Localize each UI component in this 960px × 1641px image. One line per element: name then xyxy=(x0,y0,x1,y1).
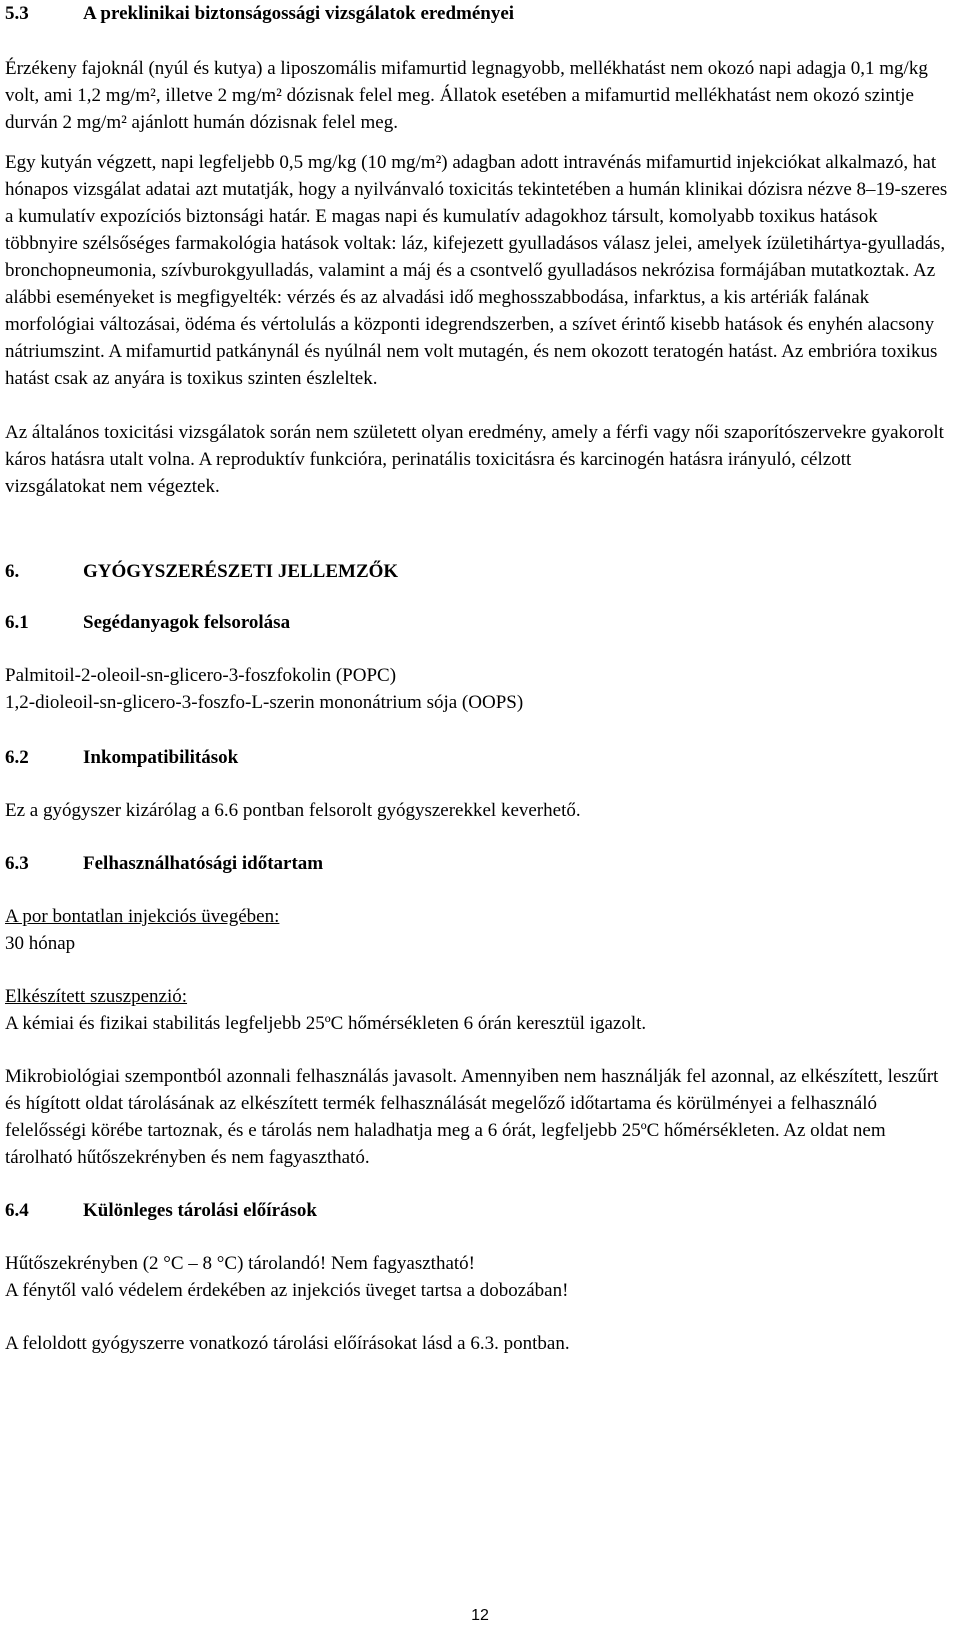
paragraph: Érzékeny fajoknál (nyúl és kutya) a liposzomális mifamurtid legnagyobb, mellékhatást nem okozó napi adagja 0,1 mg/kg volt, ami 1,2 mg/m², illetve 2 mg/m² dózisnak felel meg. Állatok esetében a mifamurtid mellékhatást nem okozó szintje durván 2 mg/m² ajánlott humán dózisnak felel meg. xyxy=(5,58,928,133)
section-5-3-heading xyxy=(5,0,955,27)
excipient-line: Palmitoil-2-oleoil-sn-glicero-3-foszfokolin (POPC) xyxy=(5,665,397,686)
paragraph: Az általános toxicitási vizsgálatok során nem született olyan eredmény, amely a férfi vagy női szaporítószervekre gyakorolt káros hatásra utalt volna. A reproduktív funkcióra, perinatális toxicitásra és karcinogén hatásra irányuló, célzott vizsgálatokat nem végeztek. xyxy=(5,422,944,497)
shelf-life-value: 30 hónap xyxy=(5,933,76,954)
paragraph: Egy kutyán végzett, napi legfeljebb 0,5 mg/kg (10 mg/m²) adagban adott intravénás mifamurtid injekciókat alkalmazó, hat hónapos vizsgálat adatai azt mutatják, hogy a nyilvánvaló toxicitás tekintetében a humán klinikai dózisra nézve 8–19-szeres a kumulatív expozíciós biztonsági határ. E magas napi és kumulatív adagokhoz társult, komolyabb toxikus hatások többnyire szélsőséges farmakológia hatások voltak: láz, kifejezett gyulladásos válasz jelei, amelyek ízületihártya-gyulladás, bronchopneumonia, szívburokgyulladás, valamint a máj és a csontvelő gyulladásos nekrózisa formájában mutatkoztak. Az alábbi eseményeket is megfigyelték: vérzés és az alvadási idő meghosszabbodása, infarktus, a kis artériák falának morfológiai változásai, ödéma és vértolulás a központi idegrendszerben, a szívet érintő kisebb hatások és enyhén alacsony nátriumszint. A mifamurtid patkánynál és nyúlnál nem volt mutagén, és nem okozott teratogén hatást. Az embrióra toxikus hatást csak az anyára is toxikus szinten észleltek. xyxy=(5,152,948,389)
subheading: Elkészített szuszpenzió: xyxy=(5,986,188,1007)
section-title: Különleges tárolási előírások xyxy=(83,1200,317,1221)
excipient-line: 1,2-dioleoil-sn-glicero-3-foszfo-L-szerin mononátrium sója (OOPS) xyxy=(5,692,524,713)
section-title: GYÓGYSZERÉSZETI JELLEMZŐK xyxy=(83,561,399,582)
section-number: 6.1 xyxy=(5,612,29,633)
section-6-3-heading xyxy=(5,850,955,877)
section-number: 6.4 xyxy=(5,1200,29,1221)
subheading: A por bontatlan injekciós üvegében: xyxy=(5,906,280,927)
section-6-heading xyxy=(5,558,955,585)
storage-line: A feloldott gyógyszerre vonatkozó tárolási előírásokat lásd a 6.3. pontban. xyxy=(5,1333,570,1354)
section-number: 6.2 xyxy=(5,747,29,768)
section-6-2-heading xyxy=(5,744,955,771)
storage-line: A fénytől való védelem érdekében az injekciós üveget tartsa a dobozában! xyxy=(5,1280,569,1301)
paragraph: Mikrobiológiai szempontból azonnali felhasználás javasolt. Amennyiben nem használják fel azonnal, az elkészített, leszűrt és hígított oldat tárolásának az elkészített termék felhasználását megelőző időtartama és körülményei a felhasználó felelősségi körébe tartoznak, és e tárolás nem haladhatja meg a 6 órát, legfeljebb 25ºC hőmérsékleten. Az oldat nem tárolható hűtőszekrényben és nem fagyasztható. xyxy=(5,1066,939,1168)
document-page xyxy=(5,0,955,1357)
page-number: 12 xyxy=(471,1607,489,1624)
section-6-1-heading xyxy=(5,609,955,636)
paragraph: Ez a gyógyszer kizárólag a 6.6 pontban felsorolt gyógyszerekkel keverhető. xyxy=(5,800,581,821)
section-title: A preklinikai biztonságossági vizsgálatok eredményei xyxy=(83,3,515,24)
section-title: Segédanyagok felsorolása xyxy=(83,612,291,633)
section-6-4-heading xyxy=(5,1197,955,1224)
section-number: 5.3 xyxy=(5,3,29,24)
stability-text: A kémiai és fizikai stabilitás legfeljebb 25ºC hőmérsékleten 6 órán keresztül igazolt. xyxy=(5,1013,647,1034)
section-number: 6.3 xyxy=(5,853,29,874)
storage-line: Hűtőszekrényben (2 °C – 8 °C) tárolandó! Nem fagyasztható! xyxy=(5,1253,475,1274)
section-number: 6. xyxy=(5,561,20,582)
section-title: Felhasználhatósági időtartam xyxy=(83,853,324,874)
section-title: Inkompatibilitások xyxy=(83,747,239,768)
